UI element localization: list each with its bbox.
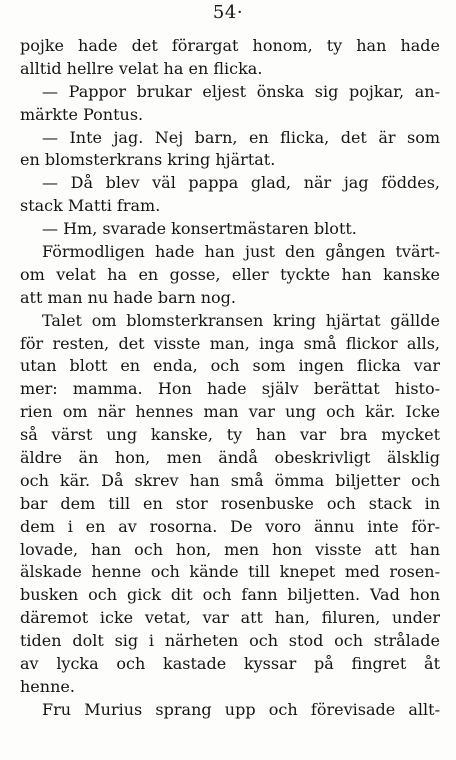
- text-line: Förmodligen hade han just den gången tvärt-: [42, 242, 440, 262]
- text-line: stack Matti fram.: [20, 196, 161, 216]
- text-line: älskade henne och kände till knepet med rosen-: [20, 562, 440, 582]
- page-number: 54·: [212, 2, 244, 23]
- text-line: — Hm, svarade konsertmästaren blott.: [42, 219, 357, 239]
- text-line: om velat ha en gosse, eller tyckte han kanske: [20, 264, 440, 284]
- text-line: Fru Murius sprang upp och förevisade allt-: [42, 699, 440, 719]
- text-line: bar dem till en stor rosenbuske och stack in: [20, 493, 440, 513]
- text-line: henne.: [20, 676, 75, 696]
- text-line: Talet om blomsterkransen kring hjärtat gällde: [42, 310, 440, 330]
- text-line: busken och gick dit och fann biljetten. Vad hon: [20, 585, 440, 605]
- text-line: — Inte jag. Nej barn, en flicka, det är som: [42, 127, 440, 147]
- text-line: så värst ung kanske, ty han var bra mycket: [20, 425, 440, 445]
- text-line: äldre än hon, men ändå obeskrivligt älsklig: [20, 448, 440, 468]
- text-line: en blomsterkrans kring hjärtat.: [20, 150, 276, 170]
- text-line: — Då blev väl pappa glad, när jag föddes,: [42, 173, 440, 193]
- text-line: dem i en av rosorna. De voro ännu inte för-: [20, 516, 440, 536]
- text-line: däremot icke vetat, var att han, filuren, under: [20, 608, 440, 628]
- text-line: och kär. Då skrev han små ömma biljetter och: [20, 470, 440, 490]
- text-line: märkte Pontus.: [20, 104, 144, 124]
- text-line: att man nu hade barn nog.: [20, 287, 237, 307]
- text-line: alltid hellre velat ha en flicka.: [20, 58, 263, 78]
- text-line: lovade, han och hon, men hon visste att han: [20, 539, 440, 559]
- text-line: av lycka och kastade kyssar på fingret åt: [20, 654, 440, 674]
- text-line: pojke hade det förargat honom, ty han hade: [20, 36, 440, 55]
- text-line: utan blott en enda, och som ingen flicka var: [20, 356, 440, 376]
- text-line: rien om när hennes man var ung och kär. Icke: [20, 402, 440, 422]
- body-text: [20, 35, 440, 722]
- text-line: tiden dolt sig i närheten och stod och strålade: [20, 631, 440, 651]
- text-line: mer: mamma. Hon hade själv berättat histo-: [20, 379, 440, 399]
- text-line: — Pappor brukar eljest önska sig pojkar, an-: [42, 81, 440, 101]
- text-line: för resten, det visste man, inga små flickor alls,: [20, 333, 440, 353]
